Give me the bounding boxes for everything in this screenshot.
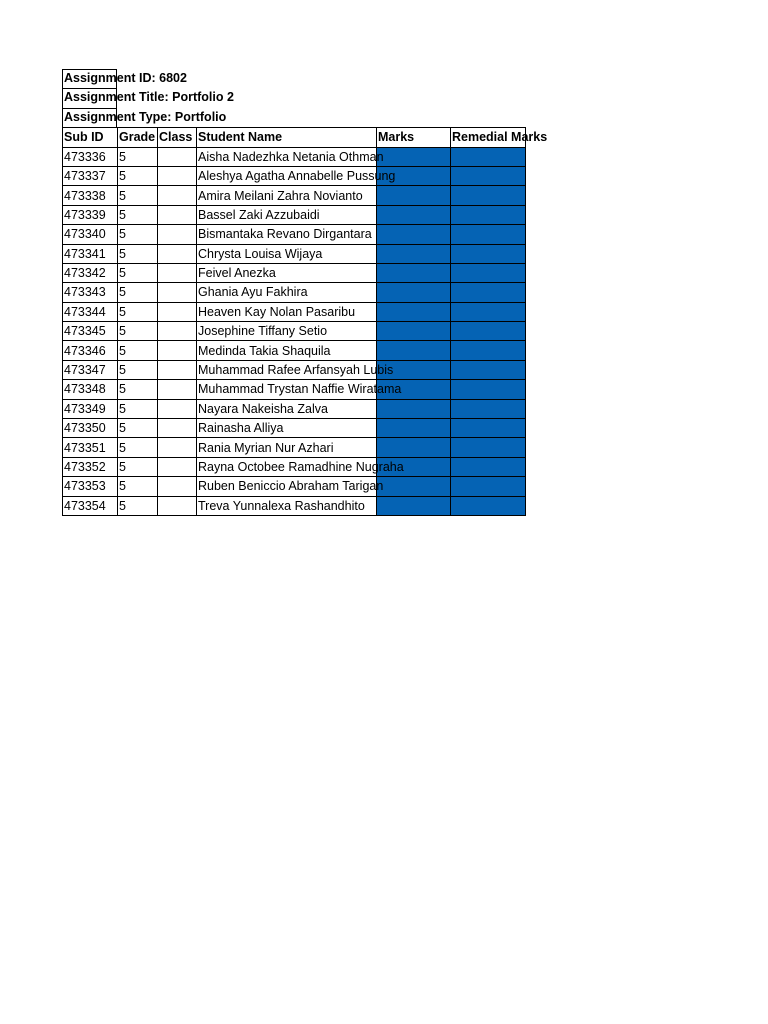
marks-input-cell[interactable]: [377, 244, 451, 263]
table-row: [63, 263, 526, 282]
student-name: Rayna Octobee Ramadhine Nugraha: [198, 460, 404, 474]
table-row: [63, 302, 526, 321]
class-cell[interactable]: [158, 457, 197, 476]
class-cell[interactable]: [158, 186, 197, 205]
student-name-cell: [197, 322, 377, 341]
student-name-cell: [197, 496, 377, 515]
sub-id-cell: 473346: [63, 341, 118, 360]
marks-input-cell[interactable]: [377, 205, 451, 224]
table-row: [63, 380, 526, 399]
remedial-marks-input-cell[interactable]: [451, 283, 526, 302]
class-cell[interactable]: [158, 438, 197, 457]
sub-id-cell: 473343: [63, 283, 118, 302]
class-cell[interactable]: [158, 360, 197, 379]
sub-id-cell: 473353: [63, 477, 118, 496]
remedial-marks-input-cell[interactable]: [451, 147, 526, 166]
sub-id-cell: 473345: [63, 322, 118, 341]
marks-input-cell[interactable]: [377, 438, 451, 457]
grade-cell: 5: [118, 380, 158, 399]
student-name: Josephine Tiffany Setio: [198, 324, 328, 339]
grade-cell: 5: [118, 341, 158, 360]
student-name: Feivel Anezka: [198, 266, 276, 281]
remedial-marks-input-cell[interactable]: [451, 205, 526, 224]
marks-input-cell[interactable]: [377, 147, 451, 166]
sub-id-cell: 473350: [63, 419, 118, 438]
grade-cell: 5: [118, 399, 158, 418]
header-marks: Marks: [377, 128, 451, 147]
student-name: Amira Meilani Zahra Novianto: [198, 188, 363, 203]
sub-id-cell: 473336: [63, 147, 118, 166]
table-row: [63, 419, 526, 438]
marks-input-cell[interactable]: [377, 419, 451, 438]
assignment-sheet: [62, 69, 548, 516]
marks-input-cell[interactable]: [377, 263, 451, 282]
marks-input-cell[interactable]: [377, 322, 451, 341]
student-name-cell: [197, 399, 377, 418]
table-row: [63, 147, 526, 166]
table-row: [63, 438, 526, 457]
sub-id-cell: 473342: [63, 263, 118, 282]
remedial-marks-input-cell[interactable]: [451, 457, 526, 476]
remedial-marks-input-cell[interactable]: [451, 225, 526, 244]
marks-input-cell[interactable]: [377, 302, 451, 321]
header-sub-id: Sub ID: [63, 128, 118, 147]
grade-cell: 5: [118, 166, 158, 185]
sub-id-cell: 473341: [63, 244, 118, 263]
marks-input-cell[interactable]: [377, 186, 451, 205]
class-cell[interactable]: [158, 477, 197, 496]
remedial-marks-input-cell[interactable]: [451, 166, 526, 185]
student-name: Bassel Zaki Azzubaidi: [198, 207, 320, 222]
marks-input-cell[interactable]: [377, 283, 451, 302]
grade-cell: 5: [118, 322, 158, 341]
student-name: Ruben Beniccio Abraham Tarigan: [198, 479, 384, 494]
student-name-cell: [197, 302, 377, 321]
header-student-name: Student Name: [197, 128, 377, 147]
table-row: [63, 166, 526, 185]
remedial-marks-input-cell[interactable]: [451, 341, 526, 360]
remedial-marks-input-cell[interactable]: [451, 186, 526, 205]
student-name-cell: [197, 380, 402, 399]
class-cell[interactable]: [158, 244, 197, 263]
marks-table: [62, 127, 548, 516]
assignment-type: Assignment Type: Portfolio: [64, 109, 227, 124]
assignment-title-row: [62, 88, 526, 107]
sub-id-cell: 473338: [63, 186, 118, 205]
marks-input-cell[interactable]: [377, 341, 451, 360]
table-row: [63, 322, 526, 341]
student-name: Rainasha Alliya: [198, 421, 284, 436]
table-row: [63, 341, 526, 360]
student-name-cell: [197, 419, 377, 438]
grade-cell: 5: [118, 302, 158, 321]
student-name: Rania Myrian Nur Azhari: [198, 440, 334, 455]
remedial-marks-input-cell[interactable]: [451, 496, 526, 515]
student-name-cell: [197, 263, 377, 282]
marks-input-cell[interactable]: [377, 477, 451, 496]
table-row: [63, 283, 526, 302]
class-cell[interactable]: [158, 147, 197, 166]
remedial-marks-input-cell[interactable]: [451, 322, 526, 341]
assignment-title: Assignment Title: Portfolio 2: [64, 90, 234, 105]
marks-input-cell[interactable]: [377, 399, 451, 418]
sub-id-cell: 473348: [63, 380, 118, 399]
student-name: Muhammad Trystan Naffie Wiratama: [198, 382, 402, 397]
student-name-cell: [197, 477, 384, 496]
class-cell[interactable]: [158, 341, 197, 360]
header-grade: Grade: [118, 128, 158, 147]
remedial-marks-input-cell[interactable]: [451, 360, 526, 379]
sub-id-cell: 473337: [63, 166, 118, 185]
table-row: [63, 186, 526, 205]
class-cell[interactable]: [158, 283, 197, 302]
student-name: Medinda Takia Shaquila: [198, 343, 331, 358]
assignment-meta: [62, 69, 526, 127]
grade-cell: 5: [118, 147, 158, 166]
remedial-marks-input-cell[interactable]: [451, 263, 526, 282]
table-row: [63, 477, 526, 496]
grade-cell: 5: [118, 360, 158, 379]
assignment-id: Assignment ID: 6802: [64, 71, 187, 85]
grade-cell: 5: [118, 457, 158, 476]
table-row: [63, 457, 526, 476]
remedial-marks-input-cell[interactable]: [451, 438, 526, 457]
student-name-cell: [197, 205, 377, 224]
student-name: Aisha Nadezhka Netania Othman: [198, 149, 384, 164]
remedial-marks-input-cell[interactable]: [451, 399, 526, 418]
remedial-marks-input-cell[interactable]: [451, 380, 526, 399]
student-name: Muhammad Rafee Arfansyah Lubis: [198, 363, 394, 378]
student-name: Treva Yunnalexa Rashandhito: [198, 498, 365, 513]
class-cell[interactable]: [158, 205, 197, 224]
grade-cell: 5: [118, 205, 158, 224]
table-row: [63, 496, 526, 515]
grade-cell: 5: [118, 419, 158, 438]
student-name-cell: [197, 360, 394, 379]
student-name-cell: [197, 341, 377, 360]
sub-id-cell: 473347: [63, 360, 118, 379]
grade-cell: 5: [118, 438, 158, 457]
class-cell[interactable]: [158, 263, 197, 282]
student-name: Bismantaka Revano Dirgantara: [198, 227, 372, 242]
grade-cell: 5: [118, 244, 158, 263]
table-row: [63, 244, 526, 263]
assignment-id-row: [62, 69, 526, 88]
student-name-cell: [197, 283, 377, 302]
student-name: Nayara Nakeisha Zalva: [198, 401, 328, 416]
table-row: [63, 399, 526, 418]
grade-cell: 5: [118, 283, 158, 302]
student-name: Chrysta Louisa Wijaya: [198, 246, 323, 261]
table-row: [63, 205, 526, 224]
remedial-marks-input-cell[interactable]: [451, 419, 526, 438]
sub-id-cell: 473354: [63, 496, 118, 515]
header-remedial-marks: Remedial Marks: [451, 128, 526, 147]
student-name-cell: [197, 166, 396, 185]
student-name-cell: [197, 244, 377, 263]
student-name: Heaven Kay Nolan Pasaribu: [198, 304, 356, 319]
student-name-cell: [197, 186, 377, 205]
sub-id-cell: 473351: [63, 438, 118, 457]
student-name-cell: [197, 147, 384, 166]
grade-cell: 5: [118, 477, 158, 496]
class-cell[interactable]: [158, 302, 197, 321]
assignment-type-row: [62, 108, 526, 127]
grade-cell: 5: [118, 186, 158, 205]
student-name-cell: [197, 438, 377, 457]
class-cell[interactable]: [158, 419, 197, 438]
class-cell[interactable]: [158, 225, 197, 244]
table-row: [63, 225, 526, 244]
class-cell[interactable]: [158, 496, 197, 515]
remedial-marks-input-cell[interactable]: [451, 477, 526, 496]
student-name: Ghania Ayu Fakhira: [198, 285, 308, 300]
sub-id-cell: 473349: [63, 399, 118, 418]
student-name: Aleshya Agatha Annabelle Pussung: [198, 169, 396, 184]
sub-id-cell: 473344: [63, 302, 118, 321]
marks-input-cell[interactable]: [377, 225, 451, 244]
student-name-cell: [197, 457, 404, 476]
class-cell[interactable]: [158, 166, 197, 185]
class-cell[interactable]: [158, 322, 197, 341]
table-row: [63, 360, 526, 379]
marks-input-cell[interactable]: [377, 496, 451, 515]
sub-id-cell: 473352: [63, 457, 118, 476]
header-class: Class: [158, 128, 197, 147]
grade-cell: 5: [118, 496, 158, 515]
sub-id-cell: 473339: [63, 205, 118, 224]
sub-id-cell: 473340: [63, 225, 118, 244]
header-row: [63, 128, 526, 147]
grade-cell: 5: [118, 263, 158, 282]
grade-cell: 5: [118, 225, 158, 244]
remedial-marks-input-cell[interactable]: [451, 302, 526, 321]
class-cell[interactable]: [158, 399, 197, 418]
class-cell[interactable]: [158, 380, 197, 399]
student-name-cell: [197, 225, 377, 244]
remedial-marks-input-cell[interactable]: [451, 244, 526, 263]
